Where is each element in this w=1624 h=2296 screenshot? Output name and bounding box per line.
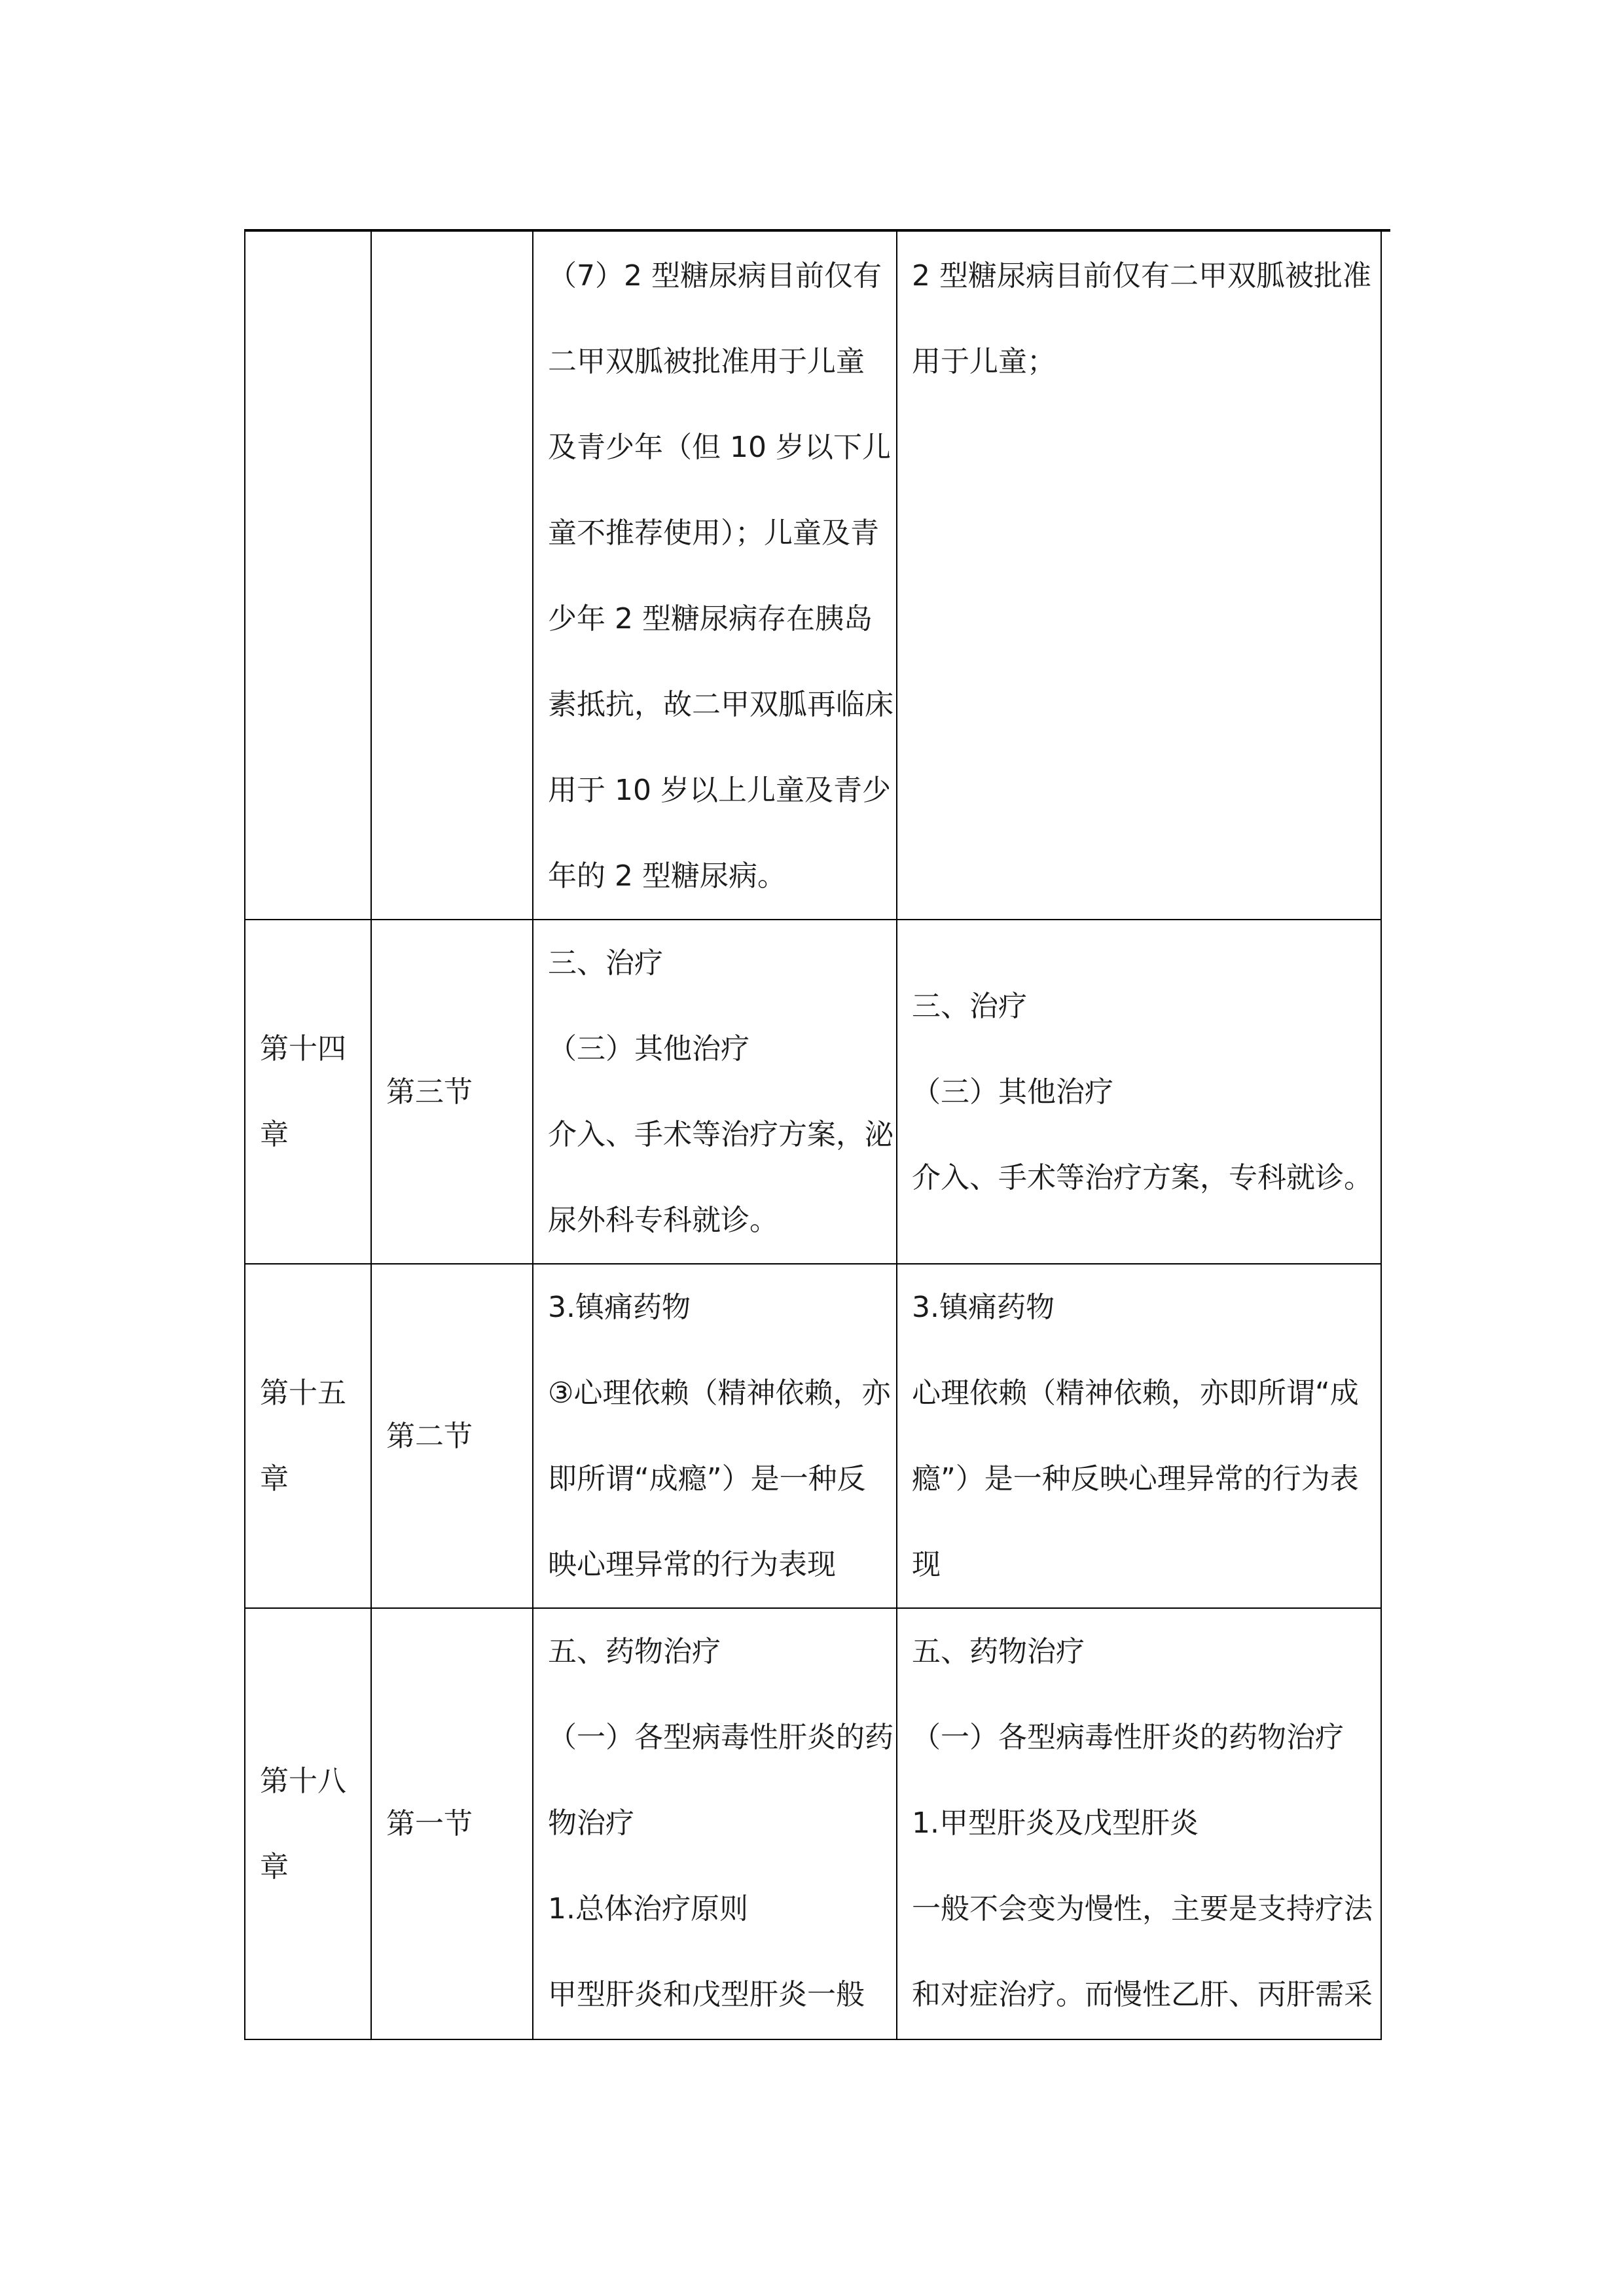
- revision-table: [244, 230, 1382, 2040]
- text-line: 3.镇痛药物: [912, 1291, 1055, 1324]
- text-line: 即所谓“成瘾”）是一种反: [548, 1462, 866, 1496]
- chapter-label: 第十五: [260, 1376, 346, 1410]
- text-line: 映心理异常的行为表现: [548, 1548, 836, 1581]
- original-text-cell: [533, 230, 897, 920]
- table-row: [245, 1608, 1381, 2039]
- table-row: [245, 230, 1381, 920]
- table-row: [245, 920, 1381, 1264]
- text-line: 尿外科专科就诊。: [548, 1204, 778, 1237]
- text-line: 心理依赖（精神依赖，亦即所谓“成: [912, 1376, 1359, 1410]
- section-cell: [371, 230, 533, 920]
- section-label: 第一节: [386, 1807, 473, 1840]
- text-line: 用于 10 岁以上儿童及青少: [548, 774, 891, 807]
- text-line: 及青少年（但 10 岁以下儿: [548, 431, 891, 464]
- text-line: 介入、手术等治疗方案，专科就诊。: [912, 1160, 1373, 1194]
- revised-text-cell: [897, 920, 1381, 1264]
- text-line: 1.总体治疗原则: [548, 1892, 748, 1926]
- text-line: （一）各型病毒性肝炎的药: [548, 1721, 893, 1754]
- text-line: 五、药物治疗: [912, 1635, 1085, 1668]
- text-line: 和对症治疗。而慢性乙肝、丙肝需采: [912, 1978, 1373, 2011]
- section-cell: [371, 1608, 533, 2039]
- text-line: 三、治疗: [548, 946, 663, 980]
- section-label: 第二节: [386, 1419, 473, 1453]
- text-line: 二甲双胍被批准用于儿童: [548, 345, 865, 378]
- original-text-cell: [533, 1608, 897, 2039]
- text-line: 一般不会变为慢性，主要是支持疗法: [912, 1892, 1373, 1926]
- chapter-cell: [245, 920, 371, 1264]
- section-label: 第三节: [386, 1075, 473, 1109]
- text-line: 甲型肝炎和戊型肝炎一般: [548, 1978, 865, 2011]
- chapter-label: 章: [260, 1462, 289, 1496]
- chapter-cell: [245, 230, 371, 920]
- section-cell: [371, 1264, 533, 1608]
- revised-text-cell: [897, 230, 1381, 920]
- original-text-cell: [533, 920, 897, 1264]
- text-line: 介入、手术等治疗方案，泌: [548, 1118, 893, 1151]
- text-line: ③心理依赖（精神依赖，亦: [548, 1376, 891, 1410]
- text-line: （三）其他治疗: [548, 1032, 749, 1066]
- table-row: [245, 1264, 1381, 1608]
- text-line: （三）其他治疗: [912, 1075, 1113, 1109]
- revised-text-cell: [897, 1264, 1381, 1608]
- text-line: 三、治疗: [912, 989, 1027, 1023]
- revised-text-cell: [897, 1608, 1381, 2039]
- text-line: 2 型糖尿病目前仅有二甲双胍被批准: [912, 259, 1371, 293]
- original-text-cell: [533, 1264, 897, 1608]
- text-line: 瘾”）是一种反映心理异常的行为表: [912, 1462, 1359, 1496]
- text-line: （7）2 型糖尿病目前仅有: [548, 259, 882, 293]
- text-line: 3.镇痛药物: [548, 1291, 691, 1324]
- text-line: 年的 2 型糖尿病。: [548, 859, 786, 893]
- text-line: 物治疗: [548, 1806, 634, 1840]
- text-line: 童不推荐使用）；儿童及青: [548, 516, 879, 550]
- text-line: 1.甲型肝炎及戊型肝炎: [912, 1806, 1199, 1840]
- chapter-label: 第十八: [260, 1764, 346, 1798]
- chapter-label: 第十四: [260, 1032, 346, 1066]
- text-line: （一）各型病毒性肝炎的药物治疗: [912, 1721, 1344, 1754]
- text-line: 现: [912, 1548, 941, 1581]
- text-line: 用于儿童；: [912, 345, 1056, 378]
- chapter-cell: [245, 1608, 371, 2039]
- text-line: 少年 2 型糖尿病存在胰岛: [548, 602, 873, 636]
- text-line: 五、药物治疗: [548, 1635, 721, 1668]
- chapter-cell: [245, 1264, 371, 1608]
- chapter-label: 章: [260, 1118, 289, 1151]
- section-cell: [371, 920, 533, 1264]
- chapter-label: 章: [260, 1850, 289, 1884]
- text-line: 素抵抗，故二甲双胍再临床: [548, 688, 893, 721]
